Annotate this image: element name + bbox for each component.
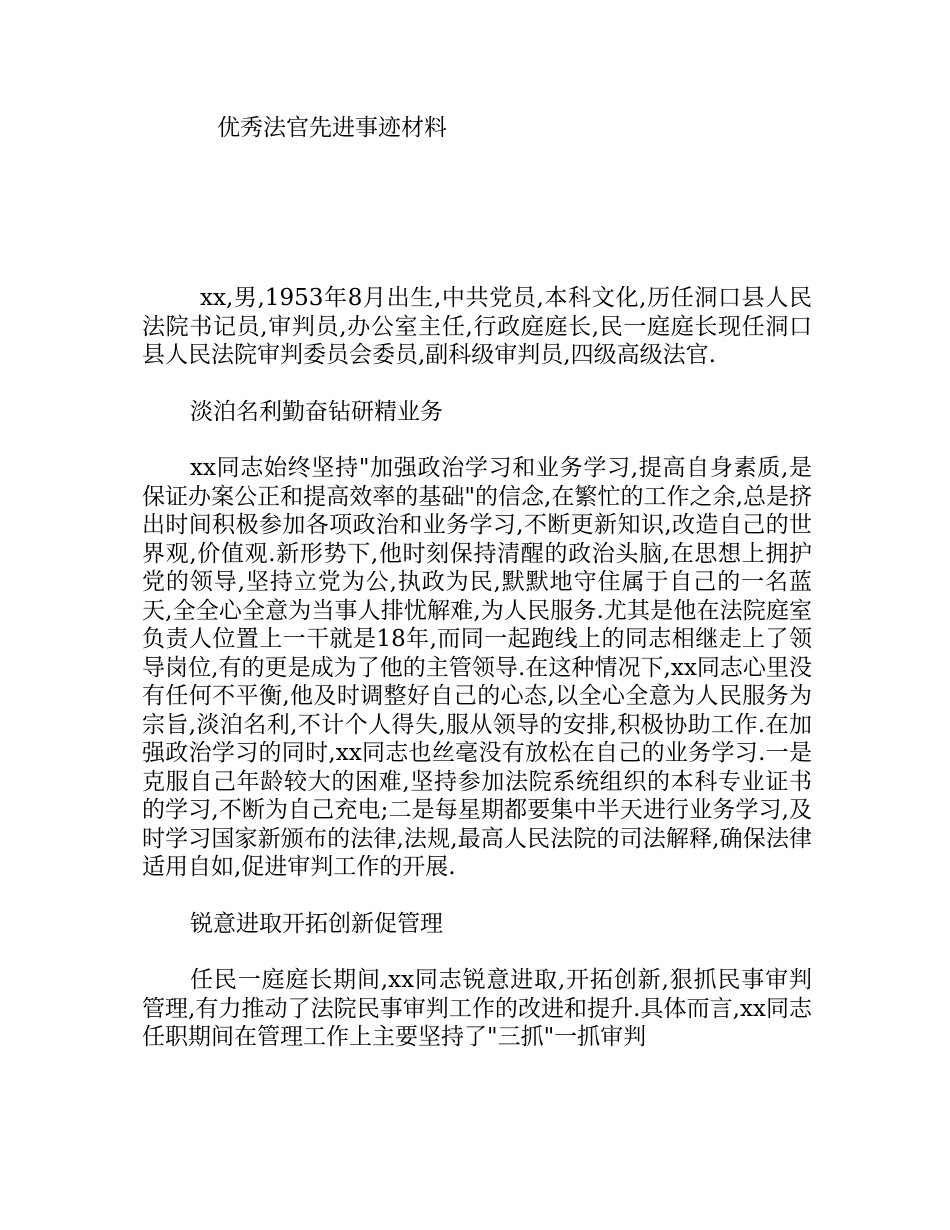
section-heading-2: 锐意进取开拓创新促管理 [190, 910, 443, 937]
paragraph-gap [142, 426, 812, 454]
section-body-2: 任民一庭庭长期间,xx同志锐意进取,开拓创新,狠抓民事审判管理,有力推动了法院民事审判工作的改进和提升.具体而言,xx同志任职期间在管理工作上主要坚持了"三抓"一抓审判 [142, 967, 812, 1050]
paragraph-gap [142, 938, 812, 966]
section-heading-1: 淡泊名利勤奋钻研精业务 [190, 398, 443, 425]
section-body-1: xx同志始终坚持"加强政治学习和业务学习,提高自身素质,是保证办案公正和提高效率的基础"的信念,在繁忙的工作之余,总是挤出时间积极参加各项政治和业务学习,不断更新知识,改造自己的世界观,价值观.新形势下,他时刻保持清醒的政治头脑,在思想上拥护党的领导,坚持立党为公,执政为民,默默地守住属于自己的一名蓝天,全全心全意为当事人排忧解难,为人民服务.尤其是他在法院庭室负责人位置上一干就是18年,而同一起跑线上的同志相继走上了领导岗位,有的更是成为了他的主管领导.在这种情况下,xx同志心里没有任何不平衡,他及时调整好自己的心态,以全心全意为人民服务为宗旨,淡泊名利,不计个人得失,服从领导的安排,积极协助工作.在加强政治学习的同时,xx同志也丝毫没有放松在自己的业务学习.一是克服自己年龄较大的困难,坚持参加法院系统组织的本科专业证书的学习,不断为自己充电;二是每星期都要集中半天进行业务学习,及时学习国家新颁布的法律,法规,最高人民法院的司法解释,确保法律适用自如,促进审判工作的开展. [142, 455, 812, 880]
document-body [142, 284, 812, 1052]
intro-paragraph: xx,男,1953年8月出生,中共党员,本科文化,历任洞口县人民法院书记员,审判员,办公室主任,行政庭庭长,民一庭庭长现任洞口县人民法院审判委员会委员,副科级审判员,四级高级法官. [142, 285, 812, 368]
paragraph-gap [142, 882, 812, 910]
document-title: 优秀法官先进事迹材料 [217, 115, 447, 141]
paragraph-gap [142, 370, 812, 398]
